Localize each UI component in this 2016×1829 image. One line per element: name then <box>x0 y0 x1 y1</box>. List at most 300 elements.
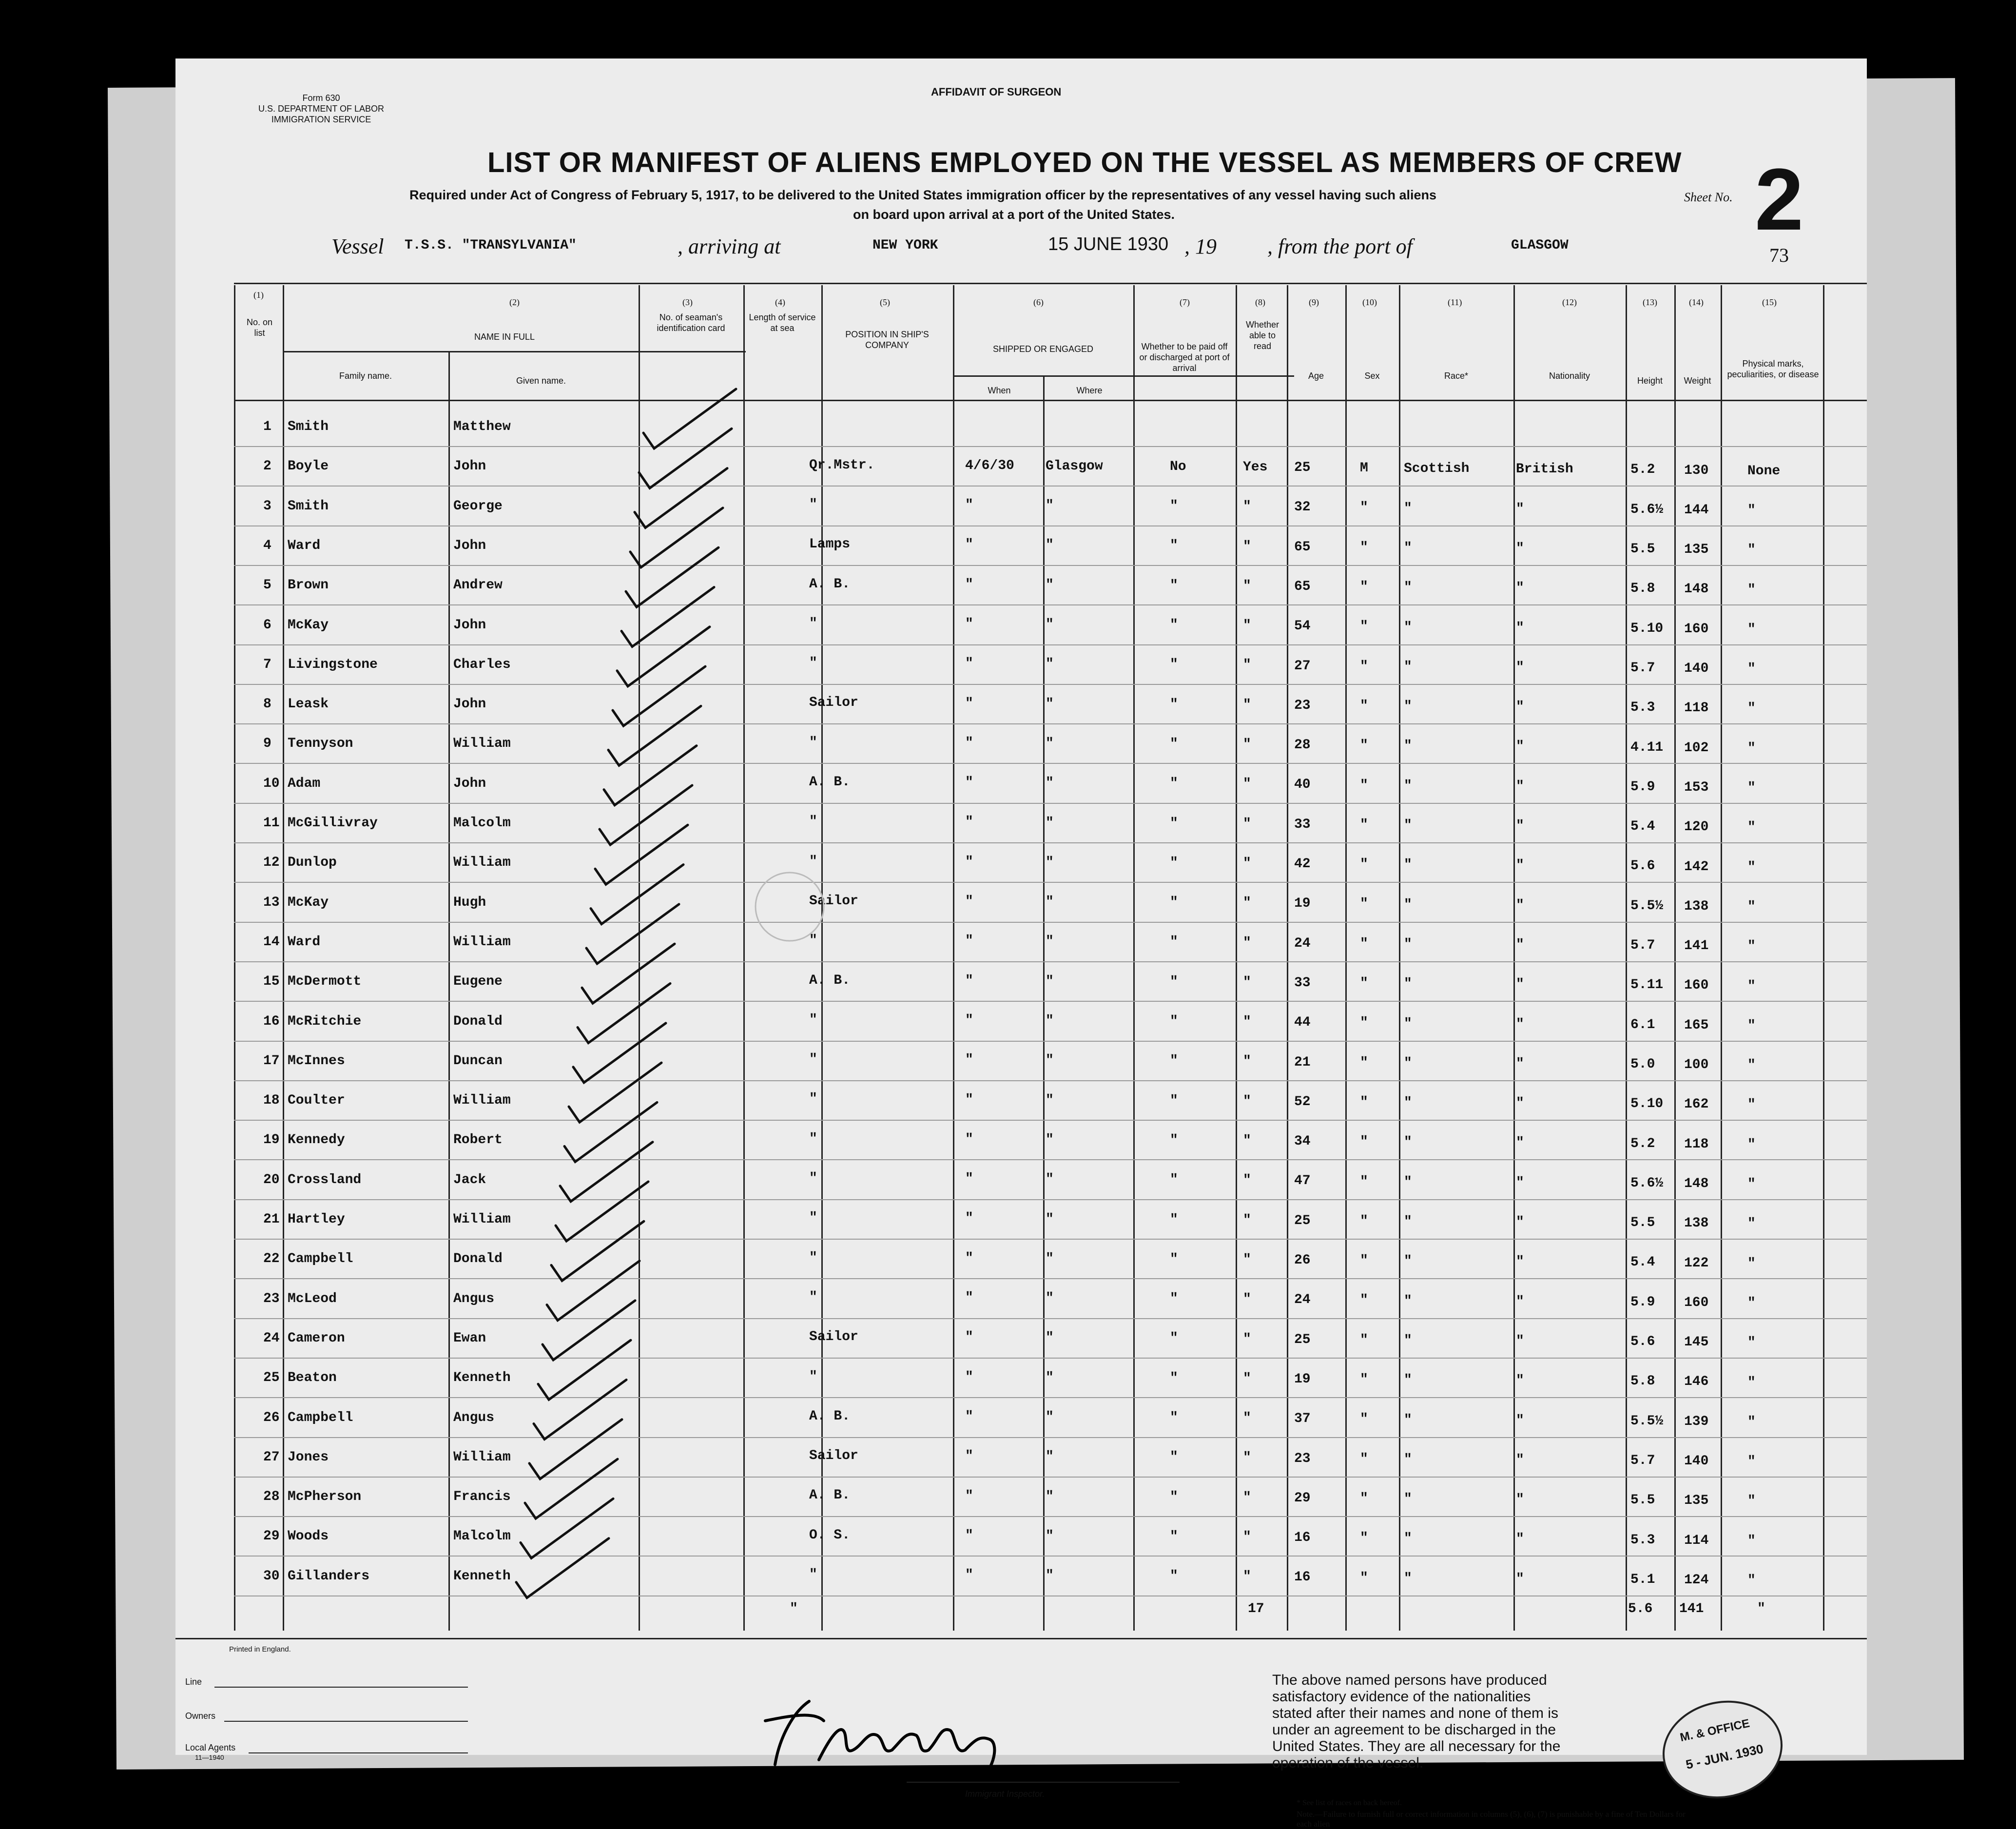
family-name-cell: Woods <box>288 1529 329 1544</box>
form-department: U.S. DEPARTMENT OF LABOR <box>258 104 385 114</box>
physical-marks-cell: " <box>1747 1256 1756 1271</box>
physical-marks-cell: " <box>1747 899 1756 914</box>
age-cell: 27 <box>1294 658 1311 674</box>
physical-marks-cell: " <box>1747 1414 1756 1430</box>
checkmark <box>521 1498 613 1558</box>
sex-cell: " <box>1360 778 1368 793</box>
height-cell: 5.5 <box>1630 1215 1655 1231</box>
col-head-family: Family name. <box>339 371 392 381</box>
weight-cell: 141 <box>1684 938 1709 954</box>
sex-cell: " <box>1360 738 1368 754</box>
weight-cell: 160 <box>1684 1295 1709 1310</box>
line-blank <box>214 1687 468 1688</box>
able-to-read-cell: " <box>1243 777 1251 792</box>
able-to-read-cell: " <box>1243 1173 1251 1188</box>
physical-marks-cell: " <box>1747 859 1756 875</box>
sex-cell: " <box>1360 1412 1368 1427</box>
extra-weight: 141 <box>1679 1601 1704 1616</box>
weight-cell: 100 <box>1684 1057 1709 1073</box>
shipped-when-cell: " <box>965 815 973 830</box>
checkmark <box>626 547 718 607</box>
shipped-when-cell: " <box>965 696 973 711</box>
height-cell: 5.4 <box>1630 819 1655 835</box>
checkmark <box>600 785 692 845</box>
shipped-where-cell: " <box>1046 498 1054 514</box>
height-cell: 5.7 <box>1630 1453 1655 1468</box>
family-name-cell: McLeod <box>288 1291 337 1306</box>
given-name-cell: William <box>453 855 511 871</box>
family-name-cell: Smith <box>288 498 329 514</box>
able-to-read-cell: " <box>1243 697 1251 713</box>
height-cell: 5.9 <box>1630 1294 1655 1310</box>
weight-cell: 118 <box>1684 1136 1709 1152</box>
weight-cell: 139 <box>1684 1414 1709 1429</box>
shipped-when-cell: " <box>965 1290 973 1305</box>
shipped-where-cell: " <box>1046 696 1054 712</box>
row-number-cell: 24 <box>263 1330 280 1346</box>
physical-marks-cell: " <box>1747 1177 1756 1192</box>
row-number-cell: 28 <box>263 1489 280 1505</box>
position-cell: Sailor <box>809 695 858 711</box>
col-number: (12) <box>1562 297 1577 307</box>
shipped-when-cell: " <box>965 775 973 791</box>
affidavit-heading: AFFIDAVIT OF SURGEON <box>931 86 1062 98</box>
paid-off-cell: " <box>1170 1410 1178 1426</box>
race-cell: " <box>1404 818 1412 833</box>
sex-cell: " <box>1360 1570 1368 1586</box>
row-number-cell: 15 <box>263 974 280 990</box>
family-name-cell: Adam <box>288 776 321 791</box>
age-cell: 29 <box>1294 1490 1311 1506</box>
shipped-when-cell: 4/6/30 <box>965 458 1014 473</box>
nationality-cell: " <box>1516 1532 1524 1547</box>
shipped-where-cell: " <box>1046 1489 1054 1504</box>
checkmark <box>534 1380 626 1440</box>
col-head-name: NAME IN FULL <box>474 332 535 342</box>
shipped-when-cell: " <box>965 1409 973 1424</box>
nationality-cell: " <box>1516 1056 1524 1071</box>
col-head-weight: Weight <box>1684 376 1711 386</box>
age-cell: 42 <box>1294 856 1311 872</box>
family-name-cell: McKay <box>288 895 329 910</box>
shipped-where-cell: " <box>1046 538 1054 553</box>
race-cell: " <box>1404 1373 1412 1388</box>
nationality-cell: " <box>1516 1175 1524 1190</box>
row-number-cell: 18 <box>263 1093 280 1109</box>
position-cell: " <box>809 616 817 631</box>
family-name-cell: McGillivray <box>288 816 378 831</box>
checkmark <box>569 1063 661 1122</box>
family-name-cell: Kennedy <box>288 1132 345 1148</box>
year-label: , 19 <box>1184 234 1217 258</box>
given-name-cell: Angus <box>453 1410 495 1425</box>
shipped-where-cell: " <box>1046 577 1054 593</box>
weight-cell: 135 <box>1684 1493 1709 1509</box>
physical-marks-cell: " <box>1747 1137 1756 1152</box>
col-head-read: Whether able to read <box>1245 320 1279 351</box>
nationality-cell: " <box>1516 1135 1524 1151</box>
given-name-cell: George <box>453 498 503 514</box>
checkmark <box>551 1221 644 1281</box>
row-number-cell: 5 <box>263 578 271 593</box>
age-cell: 16 <box>1294 1570 1311 1585</box>
paid-off-cell: " <box>1170 1529 1178 1544</box>
given-name-cell: Jack <box>453 1172 486 1187</box>
weight-cell: 140 <box>1684 1454 1709 1469</box>
position-cell: " <box>809 854 817 869</box>
shipped-where-cell: " <box>1046 1568 1054 1584</box>
shipped-where-cell: " <box>1046 1053 1054 1069</box>
family-name-cell: McPherson <box>288 1489 362 1505</box>
able-to-read-cell: " <box>1243 539 1251 554</box>
race-cell: " <box>1404 699 1412 715</box>
able-to-read-cell: Yes <box>1243 459 1268 475</box>
col-number: (6) <box>1033 297 1044 307</box>
sex-cell: " <box>1360 659 1368 674</box>
physical-marks-cell: " <box>1747 1454 1756 1470</box>
shipped-where-cell: " <box>1046 1172 1054 1187</box>
given-name-cell: Kenneth <box>453 1370 511 1386</box>
position-cell: " <box>809 1052 817 1068</box>
col-head-nationality: Nationality <box>1549 371 1590 381</box>
given-name-cell: Charles <box>453 657 511 672</box>
nationality-cell: " <box>1516 660 1524 675</box>
col-head-sex: Sex <box>1364 371 1380 381</box>
nationality-cell: " <box>1516 977 1524 992</box>
row-number-cell: 9 <box>263 736 271 752</box>
checkmarks-layer <box>175 58 1867 1755</box>
position-cell: " <box>809 1012 817 1028</box>
row-number-cell: 3 <box>263 498 271 514</box>
row-number-cell: 26 <box>263 1410 280 1425</box>
row-number-cell: 13 <box>263 895 280 910</box>
row-number-cell: 21 <box>263 1212 280 1227</box>
given-name-cell: John <box>453 459 486 474</box>
age-cell: 33 <box>1294 975 1311 991</box>
shipped-where-cell: " <box>1046 973 1054 989</box>
family-name-cell: Campbell <box>288 1410 353 1425</box>
vessel-name: T.S.S. "TRANSYLVANIA" <box>405 238 577 253</box>
age-cell: 25 <box>1294 1332 1311 1347</box>
paid-off-cell: " <box>1170 697 1178 712</box>
shipped-when-cell: " <box>965 1330 973 1345</box>
physical-marks-cell: " <box>1747 1494 1756 1509</box>
position-cell: Qr.Mstr. <box>809 457 875 473</box>
position-cell: " <box>809 1250 817 1265</box>
weight-cell: 114 <box>1684 1533 1709 1548</box>
age-cell: 24 <box>1294 1292 1311 1308</box>
col-number: (8) <box>1255 297 1265 307</box>
sheet-number: 2 <box>1755 151 1804 249</box>
position-cell: A. B. <box>809 775 851 790</box>
shipped-when-cell: " <box>965 498 973 513</box>
shipped-when-cell: " <box>965 735 973 751</box>
nationality-cell: British <box>1516 462 1573 477</box>
given-name-cell: Matthew <box>453 419 511 434</box>
age-cell: 25 <box>1294 1213 1311 1228</box>
family-name-cell: McInnes <box>288 1053 345 1069</box>
shipped-when-cell: " <box>965 537 973 553</box>
manifest-subtitle-1: Required under Act of Congress of February 5, 1917, to be delivered to the United States immigration officer by the representatives of any vessel having such aliens <box>409 188 1437 202</box>
height-cell: 5.6½ <box>1630 1175 1664 1191</box>
able-to-read-cell: " <box>1243 1331 1251 1347</box>
weight-cell: 118 <box>1684 700 1709 716</box>
family-name-cell: Livingstone <box>288 657 378 672</box>
paid-off-cell: No <box>1170 459 1186 474</box>
age-cell: 33 <box>1294 817 1311 832</box>
shipped-where-cell: " <box>1046 1370 1054 1385</box>
family-name-cell: Cameron <box>288 1330 345 1346</box>
family-name-cell: Hartley <box>288 1212 345 1227</box>
height-cell: 4.11 <box>1630 739 1664 755</box>
line-label: Line <box>185 1677 202 1687</box>
able-to-read-cell: " <box>1243 1371 1251 1386</box>
table-bottom-rule <box>175 1638 1867 1639</box>
family-name-cell: Boyle <box>288 459 329 474</box>
inspector-signature <box>746 1682 1019 1784</box>
sex-cell: " <box>1360 619 1368 635</box>
col-number: (1) <box>253 290 264 300</box>
checkmark <box>516 1538 609 1598</box>
race-cell: " <box>1404 857 1412 873</box>
race-cell: Scottish <box>1404 461 1470 477</box>
nationality-cell: " <box>1516 620 1524 636</box>
form-number: Form 630 <box>302 93 340 103</box>
printed-in: Printed in England. <box>229 1645 291 1654</box>
age-cell: 47 <box>1294 1173 1311 1189</box>
height-cell: 5.2 <box>1630 1136 1655 1151</box>
nationality-statement: The above named persons have produced satisfactory evidence of the nationalities stated after their names and none of them is under an agreement to be discharged in the United States. They are all necessary for the operation of the vessel. <box>1272 1672 1561 1771</box>
paid-off-cell: " <box>1170 1093 1178 1109</box>
race-cell: " <box>1404 580 1412 596</box>
given-name-cell: Donald <box>453 1251 503 1267</box>
nationality-cell: " <box>1516 1452 1524 1468</box>
col-head-where: Where <box>1076 386 1103 395</box>
family-name-cell: Brown <box>288 578 329 593</box>
checkmark <box>604 746 697 805</box>
physical-marks-cell: " <box>1747 543 1756 558</box>
weight-cell: 142 <box>1684 859 1709 875</box>
paid-off-cell: " <box>1170 1014 1178 1030</box>
arriving-label: , arriving at <box>678 234 781 258</box>
col-head-age: Age <box>1308 371 1324 381</box>
family-name-cell: Tennyson <box>288 736 353 752</box>
sex-cell: " <box>1360 817 1368 833</box>
races-note: * See list of races on back hereof. <box>1297 1799 1402 1807</box>
age-cell: 44 <box>1294 1015 1311 1031</box>
height-cell: 5.6 <box>1630 858 1655 874</box>
given-name-cell: John <box>453 776 486 791</box>
able-to-read-cell: " <box>1243 895 1251 911</box>
row-number-cell: 29 <box>263 1529 280 1544</box>
nationality-cell: " <box>1516 818 1524 834</box>
physical-marks-cell: " <box>1747 1533 1756 1549</box>
row-number-cell: 4 <box>263 538 271 553</box>
col-number: (7) <box>1180 297 1190 307</box>
family-name-cell: Leask <box>288 697 329 712</box>
race-cell: " <box>1404 1135 1412 1150</box>
paid-off-cell: " <box>1170 538 1178 554</box>
row-number-cell: 7 <box>263 657 271 672</box>
weight-cell: 130 <box>1684 463 1709 478</box>
given-name-cell: William <box>453 1093 511 1109</box>
family-name-cell: Gillanders <box>288 1568 370 1584</box>
sex-cell: " <box>1360 1491 1368 1506</box>
sex-cell: " <box>1360 1332 1368 1348</box>
given-name-cell: Kenneth <box>453 1568 511 1584</box>
physical-marks-cell: " <box>1747 622 1756 637</box>
col-head-no: No. on list <box>246 317 273 338</box>
able-to-read-cell: " <box>1243 1490 1251 1505</box>
position-cell: Sailor <box>809 1329 858 1345</box>
given-name-cell: Malcolm <box>453 1529 511 1544</box>
position-cell: A. B. <box>809 576 851 592</box>
given-name-cell: Malcolm <box>453 816 511 831</box>
physical-marks-cell: " <box>1747 1018 1756 1033</box>
shipped-where-cell: " <box>1046 895 1054 910</box>
paid-off-cell: " <box>1170 1569 1178 1584</box>
row-number-cell: 6 <box>263 617 271 633</box>
checkmark <box>573 1023 666 1083</box>
family-name-cell: McRitchie <box>288 1013 362 1029</box>
sex-cell: " <box>1360 1213 1368 1229</box>
age-cell: 28 <box>1294 738 1311 753</box>
weight-cell: 135 <box>1684 542 1709 558</box>
position-cell: " <box>809 497 817 512</box>
race-cell: " <box>1404 1412 1412 1428</box>
departure-port: GLASGOW <box>1511 238 1569 253</box>
physical-marks-cell: " <box>1747 1216 1756 1232</box>
family-name-cell: McKay <box>288 617 329 633</box>
given-name-cell: Eugene <box>453 974 503 990</box>
weight-cell: 160 <box>1684 978 1709 993</box>
row-number-cell: 30 <box>263 1568 280 1584</box>
weight-cell: 138 <box>1684 898 1709 914</box>
manifest-title: LIST OR MANIFEST OF ALIENS EMPLOYED ON THE VESSEL AS MEMBERS OF CREW <box>487 147 1682 178</box>
age-cell: 19 <box>1294 896 1311 912</box>
position-cell: Lamps <box>809 537 851 552</box>
nationality-cell: " <box>1516 1571 1524 1587</box>
nationality-cell: " <box>1516 1254 1524 1270</box>
position-cell: O. S. <box>809 1527 851 1543</box>
paid-off-cell: " <box>1170 1450 1178 1465</box>
col-head-paid: Whether to be paid off or discharged at port of arrival <box>1139 342 1230 373</box>
family-name-cell: Campbell <box>288 1251 353 1267</box>
paid-off-cell: " <box>1170 1172 1178 1188</box>
able-to-read-cell: " <box>1243 1411 1251 1426</box>
checkmark <box>538 1340 631 1400</box>
age-cell: 16 <box>1294 1530 1311 1546</box>
paid-off-cell: " <box>1170 499 1178 514</box>
given-name-cell: Donald <box>453 1013 503 1029</box>
stamp-office: M. & OFFICE <box>1679 1716 1751 1745</box>
race-cell: " <box>1404 897 1412 913</box>
able-to-read-cell: " <box>1243 1212 1251 1228</box>
age-cell: 23 <box>1294 1451 1311 1466</box>
position-cell: " <box>809 1369 817 1384</box>
physical-marks-cell: " <box>1747 1295 1756 1311</box>
physical-marks-cell: " <box>1747 1097 1756 1113</box>
physical-marks-cell: " <box>1747 1335 1756 1351</box>
sex-cell: " <box>1360 1174 1368 1189</box>
nationality-cell: " <box>1516 700 1524 715</box>
able-to-read-cell: " <box>1243 1252 1251 1267</box>
given-name-cell: William <box>453 934 511 950</box>
nationality-cell: " <box>1516 937 1524 953</box>
position-cell: A. B. <box>809 1408 851 1424</box>
race-cell: " <box>1404 1452 1412 1467</box>
physical-marks-cell: " <box>1747 582 1756 598</box>
race-cell: " <box>1404 1214 1412 1229</box>
checkmark <box>630 508 723 567</box>
sex-cell: " <box>1360 1134 1368 1150</box>
paid-off-cell: " <box>1170 934 1178 950</box>
paid-off-cell: " <box>1170 895 1178 911</box>
position-cell: " <box>809 933 817 949</box>
shipped-when-cell: " <box>965 1092 973 1108</box>
nationality-cell: " <box>1516 739 1524 755</box>
height-cell: 5.0 <box>1630 1056 1655 1072</box>
arrival-date: 15 JUNE 1930 <box>1048 234 1169 254</box>
shipped-when-cell: " <box>965 1449 973 1464</box>
shipped-where-cell: " <box>1046 1528 1054 1544</box>
physical-marks-cell: " <box>1747 780 1756 796</box>
weight-cell: 144 <box>1684 502 1709 518</box>
checkmark <box>621 587 714 647</box>
race-cell: " <box>1404 1531 1412 1547</box>
sex-cell: " <box>1360 580 1368 595</box>
physical-marks-cell: " <box>1747 939 1756 954</box>
shipped-when-cell: " <box>965 934 973 949</box>
shipped-when-cell: " <box>965 656 973 672</box>
stamp-date: 5 - JUN. 1930 <box>1684 1741 1765 1772</box>
physical-marks-cell: " <box>1747 820 1756 836</box>
col-number: (5) <box>880 297 890 307</box>
agents-label: Local Agents <box>185 1743 236 1752</box>
height-cell: 6.1 <box>1630 1017 1655 1032</box>
shipped-when-cell: " <box>965 894 973 909</box>
able-to-read-cell: " <box>1243 1093 1251 1109</box>
race-cell: " <box>1404 659 1412 675</box>
row-number-cell: 16 <box>263 1013 280 1029</box>
age-cell: 54 <box>1294 619 1311 634</box>
shipped-where-cell: " <box>1046 1211 1054 1227</box>
col-head-height: Height <box>1637 376 1663 386</box>
row-number-cell: 8 <box>263 697 271 712</box>
col-head-shipped: SHIPPED OR ENGAGED <box>992 344 1094 354</box>
position-cell: Sailor <box>809 1448 858 1464</box>
able-to-read-cell: " <box>1243 1133 1251 1149</box>
paid-off-cell: " <box>1170 578 1178 593</box>
physical-marks-cell: " <box>1747 1375 1756 1390</box>
given-name-cell: Francis <box>453 1489 511 1505</box>
paid-off-cell: " <box>1170 1251 1178 1267</box>
physical-marks-cell: " <box>1747 503 1756 518</box>
sex-cell: " <box>1360 976 1368 992</box>
paid-off-cell: " <box>1170 618 1178 633</box>
checkmark <box>556 1182 648 1241</box>
race-cell: " <box>1404 620 1412 635</box>
shipped-where-cell: " <box>1046 1251 1054 1266</box>
col-head-seaman: No. of seaman's identification card <box>657 312 725 333</box>
agents-blank <box>249 1752 468 1753</box>
given-name-cell: Angus <box>453 1291 495 1306</box>
race-cell: " <box>1404 540 1412 556</box>
weight-cell: 165 <box>1684 1017 1709 1033</box>
col-number: (9) <box>1309 297 1319 307</box>
able-to-read-cell: " <box>1243 618 1251 634</box>
sex-cell: " <box>1360 1372 1368 1388</box>
